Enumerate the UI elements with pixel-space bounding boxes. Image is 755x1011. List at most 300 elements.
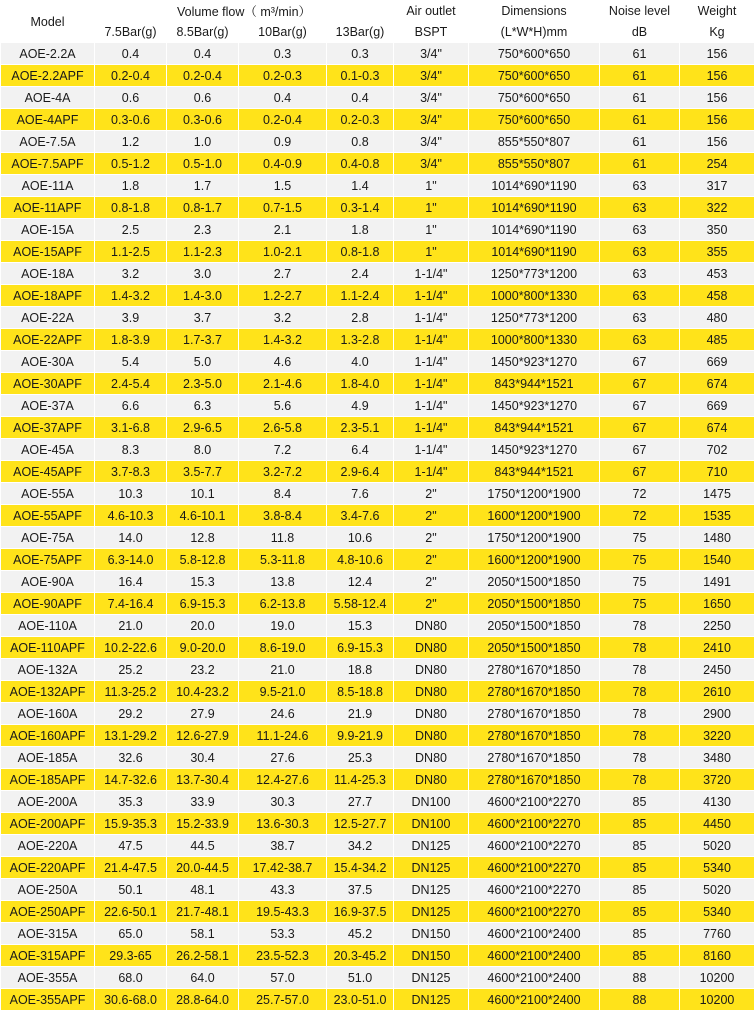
cell-model: AOE-18APF (1, 285, 95, 307)
cell-dimensions: 4600*2100*2270 (469, 857, 600, 879)
cell-dimensions: 4600*2100*2400 (469, 945, 600, 967)
cell-noise-level: 75 (600, 549, 680, 571)
cell-noise-level: 61 (600, 43, 680, 65)
cell-model: AOE-90A (1, 571, 95, 593)
cell-flow-8-5bar: 15.3 (167, 571, 239, 593)
cell-flow-13bar: 4.9 (327, 395, 394, 417)
cell-dimensions: 2780*1670*1850 (469, 725, 600, 747)
cell-flow-7-5bar: 10.3 (95, 483, 167, 505)
cell-model: AOE-18A (1, 263, 95, 285)
cell-flow-7-5bar: 1.8 (95, 175, 167, 197)
cell-noise-level: 88 (600, 967, 680, 989)
cell-model: AOE-2.2A (1, 43, 95, 65)
cell-dimensions: 1014*690*1190 (469, 175, 600, 197)
table-row (1, 703, 755, 725)
cell-air-outlet: 2" (394, 549, 469, 571)
cell-noise-level: 78 (600, 615, 680, 637)
cell-flow-13bar: 51.0 (327, 967, 394, 989)
cell-model: AOE-132APF (1, 681, 95, 703)
table-row (1, 175, 755, 197)
cell-weight: 1475 (680, 483, 755, 505)
cell-flow-10bar: 43.3 (239, 879, 327, 901)
table-body (1, 43, 755, 1011)
cell-flow-7-5bar: 10.2-22.6 (95, 637, 167, 659)
cell-flow-7-5bar: 35.3 (95, 791, 167, 813)
cell-flow-13bar: 27.7 (327, 791, 394, 813)
cell-flow-10bar: 11.8 (239, 527, 327, 549)
cell-flow-10bar: 13.6-30.3 (239, 813, 327, 835)
cell-flow-10bar: 24.6 (239, 703, 327, 725)
cell-dimensions: 1014*690*1190 (469, 197, 600, 219)
cell-flow-8-5bar: 2.3-5.0 (167, 373, 239, 395)
table-row (1, 285, 755, 307)
cell-model: AOE-4A (1, 87, 95, 109)
cell-weight: 2250 (680, 615, 755, 637)
table-row (1, 571, 755, 593)
cell-flow-8-5bar: 12.6-27.9 (167, 725, 239, 747)
header-volume-flow: Volume flow（ m³/min） (95, 1, 394, 22)
cell-model: AOE-355APF (1, 989, 95, 1011)
cell-air-outlet: DN80 (394, 703, 469, 725)
cell-dimensions: 1450*923*1270 (469, 439, 600, 461)
cell-noise-level: 63 (600, 263, 680, 285)
cell-dimensions: 750*600*650 (469, 87, 600, 109)
cell-weight: 2610 (680, 681, 755, 703)
cell-weight: 674 (680, 373, 755, 395)
cell-weight: 2900 (680, 703, 755, 725)
cell-dimensions: 750*600*650 (469, 43, 600, 65)
cell-model: AOE-185A (1, 747, 95, 769)
table-row (1, 461, 755, 483)
table-row (1, 351, 755, 373)
cell-flow-10bar: 0.4 (239, 87, 327, 109)
cell-model: AOE-200A (1, 791, 95, 813)
cell-weight: 7760 (680, 923, 755, 945)
cell-flow-8-5bar: 0.4 (167, 43, 239, 65)
cell-flow-7-5bar: 1.4-3.2 (95, 285, 167, 307)
cell-flow-7-5bar: 0.8-1.8 (95, 197, 167, 219)
cell-air-outlet: 3/4" (394, 65, 469, 87)
cell-dimensions: 2050*1500*1850 (469, 637, 600, 659)
cell-air-outlet: 1-1/4" (394, 439, 469, 461)
cell-model: AOE-355A (1, 967, 95, 989)
cell-flow-10bar: 0.4-0.9 (239, 153, 327, 175)
cell-air-outlet: 3/4" (394, 131, 469, 153)
cell-flow-8-5bar: 0.6 (167, 87, 239, 109)
cell-noise-level: 78 (600, 747, 680, 769)
cell-flow-13bar: 0.2-0.3 (327, 109, 394, 131)
table-row (1, 219, 755, 241)
header-pressure-13: 13Bar(g) (327, 22, 394, 43)
cell-flow-10bar: 7.2 (239, 439, 327, 461)
cell-flow-13bar: 0.4-0.8 (327, 153, 394, 175)
cell-weight: 3480 (680, 747, 755, 769)
cell-flow-13bar: 1.1-2.4 (327, 285, 394, 307)
table-row (1, 813, 755, 835)
cell-air-outlet: 3/4" (394, 43, 469, 65)
cell-noise-level: 85 (600, 901, 680, 923)
cell-weight: 710 (680, 461, 755, 483)
cell-flow-8-5bar: 1.0 (167, 131, 239, 153)
cell-dimensions: 1750*1200*1900 (469, 527, 600, 549)
cell-flow-7-5bar: 5.4 (95, 351, 167, 373)
cell-flow-13bar: 10.6 (327, 527, 394, 549)
cell-flow-7-5bar: 11.3-25.2 (95, 681, 167, 703)
cell-dimensions: 2050*1500*1850 (469, 615, 600, 637)
cell-flow-13bar: 16.9-37.5 (327, 901, 394, 923)
cell-weight: 1540 (680, 549, 755, 571)
cell-flow-13bar: 3.4-7.6 (327, 505, 394, 527)
header-noise-unit: dB (600, 22, 680, 43)
cell-flow-7-5bar: 0.3-0.6 (95, 109, 167, 131)
cell-flow-8-5bar: 13.7-30.4 (167, 769, 239, 791)
cell-dimensions: 1014*690*1190 (469, 219, 600, 241)
header-outlet-unit: BSPT (394, 22, 469, 43)
table-row (1, 329, 755, 351)
cell-noise-level: 61 (600, 153, 680, 175)
cell-air-outlet: 1-1/4" (394, 307, 469, 329)
cell-flow-7-5bar: 6.6 (95, 395, 167, 417)
cell-flow-10bar: 17.42-38.7 (239, 857, 327, 879)
table-row (1, 967, 755, 989)
cell-flow-8-5bar: 64.0 (167, 967, 239, 989)
cell-air-outlet: DN80 (394, 681, 469, 703)
table-row (1, 131, 755, 153)
cell-weight: 10200 (680, 989, 755, 1011)
cell-flow-8-5bar: 48.1 (167, 879, 239, 901)
cell-flow-10bar: 8.4 (239, 483, 327, 505)
cell-noise-level: 78 (600, 681, 680, 703)
cell-noise-level: 63 (600, 307, 680, 329)
cell-dimensions: 2780*1670*1850 (469, 769, 600, 791)
cell-air-outlet: 2" (394, 527, 469, 549)
cell-flow-8-5bar: 0.3-0.6 (167, 109, 239, 131)
cell-flow-13bar: 2.9-6.4 (327, 461, 394, 483)
cell-flow-8-5bar: 27.9 (167, 703, 239, 725)
cell-noise-level: 72 (600, 483, 680, 505)
cell-flow-13bar: 6.9-15.3 (327, 637, 394, 659)
cell-air-outlet: DN150 (394, 945, 469, 967)
cell-flow-8-5bar: 6.3 (167, 395, 239, 417)
cell-flow-13bar: 6.4 (327, 439, 394, 461)
cell-noise-level: 78 (600, 703, 680, 725)
cell-noise-level: 85 (600, 857, 680, 879)
cell-flow-7-5bar: 21.4-47.5 (95, 857, 167, 879)
cell-model: AOE-220A (1, 835, 95, 857)
header-weight-unit: Kg (680, 22, 755, 43)
cell-model: AOE-185APF (1, 769, 95, 791)
cell-flow-13bar: 25.3 (327, 747, 394, 769)
cell-flow-10bar: 3.8-8.4 (239, 505, 327, 527)
cell-flow-8-5bar: 0.8-1.7 (167, 197, 239, 219)
cell-weight: 458 (680, 285, 755, 307)
cell-flow-13bar: 7.6 (327, 483, 394, 505)
cell-flow-10bar: 0.9 (239, 131, 327, 153)
cell-air-outlet: DN80 (394, 659, 469, 681)
cell-flow-8-5bar: 10.4-23.2 (167, 681, 239, 703)
cell-flow-10bar: 13.8 (239, 571, 327, 593)
cell-air-outlet: DN125 (394, 835, 469, 857)
cell-noise-level: 63 (600, 241, 680, 263)
cell-flow-7-5bar: 30.6-68.0 (95, 989, 167, 1011)
cell-flow-8-5bar: 8.0 (167, 439, 239, 461)
cell-flow-13bar: 34.2 (327, 835, 394, 857)
cell-flow-13bar: 15.3 (327, 615, 394, 637)
cell-noise-level: 67 (600, 395, 680, 417)
cell-dimensions: 2780*1670*1850 (469, 681, 600, 703)
cell-model: AOE-11A (1, 175, 95, 197)
cell-flow-13bar: 0.3-1.4 (327, 197, 394, 219)
cell-dimensions: 4600*2100*2400 (469, 967, 600, 989)
cell-weight: 1650 (680, 593, 755, 615)
table-row (1, 989, 755, 1011)
cell-flow-7-5bar: 3.2 (95, 263, 167, 285)
cell-air-outlet: DN80 (394, 637, 469, 659)
cell-flow-10bar: 9.5-21.0 (239, 681, 327, 703)
table-row (1, 43, 755, 65)
cell-flow-10bar: 30.3 (239, 791, 327, 813)
cell-flow-7-5bar: 6.3-14.0 (95, 549, 167, 571)
table-row (1, 747, 755, 769)
table-row (1, 87, 755, 109)
cell-weight: 322 (680, 197, 755, 219)
cell-flow-7-5bar: 21.0 (95, 615, 167, 637)
cell-noise-level: 85 (600, 835, 680, 857)
cell-flow-8-5bar: 9.0-20.0 (167, 637, 239, 659)
cell-flow-8-5bar: 12.8 (167, 527, 239, 549)
cell-air-outlet: 3/4" (394, 109, 469, 131)
cell-model: AOE-30A (1, 351, 95, 373)
cell-model: AOE-250A (1, 879, 95, 901)
cell-flow-7-5bar: 68.0 (95, 967, 167, 989)
cell-noise-level: 63 (600, 197, 680, 219)
cell-flow-10bar: 2.1-4.6 (239, 373, 327, 395)
cell-dimensions: 2780*1670*1850 (469, 703, 600, 725)
cell-dimensions: 1250*773*1200 (469, 263, 600, 285)
cell-dimensions: 750*600*650 (469, 109, 600, 131)
cell-flow-7-5bar: 3.1-6.8 (95, 417, 167, 439)
cell-weight: 5340 (680, 901, 755, 923)
cell-weight: 5020 (680, 835, 755, 857)
cell-flow-13bar: 18.8 (327, 659, 394, 681)
cell-weight: 669 (680, 351, 755, 373)
cell-noise-level: 61 (600, 87, 680, 109)
cell-noise-level: 78 (600, 637, 680, 659)
cell-weight: 669 (680, 395, 755, 417)
table-row (1, 263, 755, 285)
cell-model: AOE-110APF (1, 637, 95, 659)
cell-noise-level: 67 (600, 417, 680, 439)
cell-dimensions: 843*944*1521 (469, 373, 600, 395)
cell-flow-13bar: 0.8 (327, 131, 394, 153)
cell-noise-level: 63 (600, 329, 680, 351)
cell-noise-level: 78 (600, 659, 680, 681)
cell-air-outlet: 1-1/4" (394, 461, 469, 483)
cell-flow-13bar: 11.4-25.3 (327, 769, 394, 791)
cell-flow-8-5bar: 1.7-3.7 (167, 329, 239, 351)
cell-flow-7-5bar: 29.3-65 (95, 945, 167, 967)
table-row (1, 681, 755, 703)
cell-flow-8-5bar: 28.8-64.0 (167, 989, 239, 1011)
cell-model: AOE-90APF (1, 593, 95, 615)
cell-dimensions: 1600*1200*1900 (469, 549, 600, 571)
cell-flow-7-5bar: 15.9-35.3 (95, 813, 167, 835)
cell-flow-8-5bar: 15.2-33.9 (167, 813, 239, 835)
cell-weight: 2450 (680, 659, 755, 681)
cell-flow-13bar: 0.3 (327, 43, 394, 65)
cell-air-outlet: DN125 (394, 857, 469, 879)
cell-model: AOE-132A (1, 659, 95, 681)
cell-model: AOE-7.5A (1, 131, 95, 153)
table-row (1, 373, 755, 395)
cell-air-outlet: DN100 (394, 791, 469, 813)
cell-flow-8-5bar: 5.8-12.8 (167, 549, 239, 571)
cell-flow-8-5bar: 1.1-2.3 (167, 241, 239, 263)
table-row (1, 791, 755, 813)
cell-flow-7-5bar: 32.6 (95, 747, 167, 769)
cell-noise-level: 67 (600, 351, 680, 373)
table-row (1, 109, 755, 131)
cell-flow-13bar: 1.4 (327, 175, 394, 197)
cell-flow-10bar: 38.7 (239, 835, 327, 857)
cell-weight: 485 (680, 329, 755, 351)
cell-dimensions: 1450*923*1270 (469, 395, 600, 417)
cell-flow-7-5bar: 0.2-0.4 (95, 65, 167, 87)
cell-flow-13bar: 2.8 (327, 307, 394, 329)
cell-flow-7-5bar: 25.2 (95, 659, 167, 681)
cell-flow-7-5bar: 3.9 (95, 307, 167, 329)
cell-weight: 10200 (680, 967, 755, 989)
cell-flow-13bar: 21.9 (327, 703, 394, 725)
cell-flow-10bar: 0.7-1.5 (239, 197, 327, 219)
cell-model: AOE-15A (1, 219, 95, 241)
cell-flow-7-5bar: 2.4-5.4 (95, 373, 167, 395)
cell-flow-7-5bar: 1.1-2.5 (95, 241, 167, 263)
cell-flow-7-5bar: 0.4 (95, 43, 167, 65)
cell-model: AOE-37APF (1, 417, 95, 439)
cell-flow-10bar: 1.4-3.2 (239, 329, 327, 351)
cell-flow-8-5bar: 0.2-0.4 (167, 65, 239, 87)
cell-noise-level: 88 (600, 989, 680, 1011)
cell-flow-7-5bar: 47.5 (95, 835, 167, 857)
cell-model: AOE-160A (1, 703, 95, 725)
cell-model: AOE-55APF (1, 505, 95, 527)
cell-model: AOE-110A (1, 615, 95, 637)
cell-dimensions: 4600*2100*2400 (469, 923, 600, 945)
cell-weight: 8160 (680, 945, 755, 967)
cell-noise-level: 72 (600, 505, 680, 527)
cell-model: AOE-15APF (1, 241, 95, 263)
cell-model: AOE-75APF (1, 549, 95, 571)
cell-flow-8-5bar: 4.6-10.1 (167, 505, 239, 527)
cell-weight: 674 (680, 417, 755, 439)
cell-noise-level: 67 (600, 461, 680, 483)
cell-noise-level: 75 (600, 593, 680, 615)
cell-flow-7-5bar: 65.0 (95, 923, 167, 945)
cell-dimensions: 4600*2100*2270 (469, 901, 600, 923)
cell-model: AOE-160APF (1, 725, 95, 747)
cell-model: AOE-315APF (1, 945, 95, 967)
cell-model: AOE-75A (1, 527, 95, 549)
cell-flow-10bar: 19.0 (239, 615, 327, 637)
table-row (1, 65, 755, 87)
cell-model: AOE-30APF (1, 373, 95, 395)
cell-noise-level: 75 (600, 527, 680, 549)
cell-weight: 156 (680, 43, 755, 65)
cell-flow-8-5bar: 3.5-7.7 (167, 461, 239, 483)
cell-air-outlet: 1" (394, 241, 469, 263)
cell-flow-8-5bar: 2.9-6.5 (167, 417, 239, 439)
cell-flow-8-5bar: 1.7 (167, 175, 239, 197)
cell-dimensions: 843*944*1521 (469, 461, 600, 483)
cell-flow-10bar: 12.4-27.6 (239, 769, 327, 791)
cell-dimensions: 855*550*807 (469, 131, 600, 153)
cell-flow-10bar: 0.2-0.3 (239, 65, 327, 87)
cell-flow-10bar: 1.2-2.7 (239, 285, 327, 307)
cell-flow-13bar: 0.1-0.3 (327, 65, 394, 87)
cell-noise-level: 85 (600, 879, 680, 901)
cell-air-outlet: DN125 (394, 989, 469, 1011)
cell-dimensions: 4600*2100*2270 (469, 835, 600, 857)
cell-dimensions: 2050*1500*1850 (469, 571, 600, 593)
cell-flow-10bar: 1.5 (239, 175, 327, 197)
cell-model: AOE-250APF (1, 901, 95, 923)
cell-air-outlet: DN80 (394, 769, 469, 791)
cell-air-outlet: DN125 (394, 901, 469, 923)
cell-dimensions: 1000*800*1330 (469, 285, 600, 307)
cell-flow-8-5bar: 23.2 (167, 659, 239, 681)
table-row (1, 857, 755, 879)
header-noise-level: Noise level (600, 1, 680, 22)
cell-dimensions: 750*600*650 (469, 65, 600, 87)
cell-flow-13bar: 12.4 (327, 571, 394, 593)
cell-flow-7-5bar: 7.4-16.4 (95, 593, 167, 615)
cell-flow-7-5bar: 13.1-29.2 (95, 725, 167, 747)
cell-flow-8-5bar: 26.2-58.1 (167, 945, 239, 967)
cell-flow-10bar: 5.6 (239, 395, 327, 417)
table-row (1, 593, 755, 615)
cell-flow-13bar: 15.4-34.2 (327, 857, 394, 879)
cell-flow-10bar: 2.1 (239, 219, 327, 241)
table-row (1, 549, 755, 571)
cell-air-outlet: 1-1/4" (394, 395, 469, 417)
cell-noise-level: 63 (600, 219, 680, 241)
cell-noise-level: 85 (600, 923, 680, 945)
table-row (1, 307, 755, 329)
cell-air-outlet: DN125 (394, 879, 469, 901)
cell-noise-level: 85 (600, 791, 680, 813)
table-row (1, 505, 755, 527)
cell-flow-10bar: 19.5-43.3 (239, 901, 327, 923)
cell-flow-7-5bar: 4.6-10.3 (95, 505, 167, 527)
cell-air-outlet: 1" (394, 197, 469, 219)
table-row (1, 769, 755, 791)
cell-weight: 453 (680, 263, 755, 285)
cell-flow-10bar: 8.6-19.0 (239, 637, 327, 659)
cell-model: AOE-22A (1, 307, 95, 329)
cell-weight: 3720 (680, 769, 755, 791)
cell-air-outlet: 1-1/4" (394, 351, 469, 373)
table-row (1, 483, 755, 505)
cell-air-outlet: 2" (394, 505, 469, 527)
table-row (1, 879, 755, 901)
table-row (1, 197, 755, 219)
cell-flow-13bar: 1.3-2.8 (327, 329, 394, 351)
cell-flow-10bar: 25.7-57.0 (239, 989, 327, 1011)
cell-flow-13bar: 0.4 (327, 87, 394, 109)
cell-noise-level: 63 (600, 175, 680, 197)
cell-weight: 1491 (680, 571, 755, 593)
